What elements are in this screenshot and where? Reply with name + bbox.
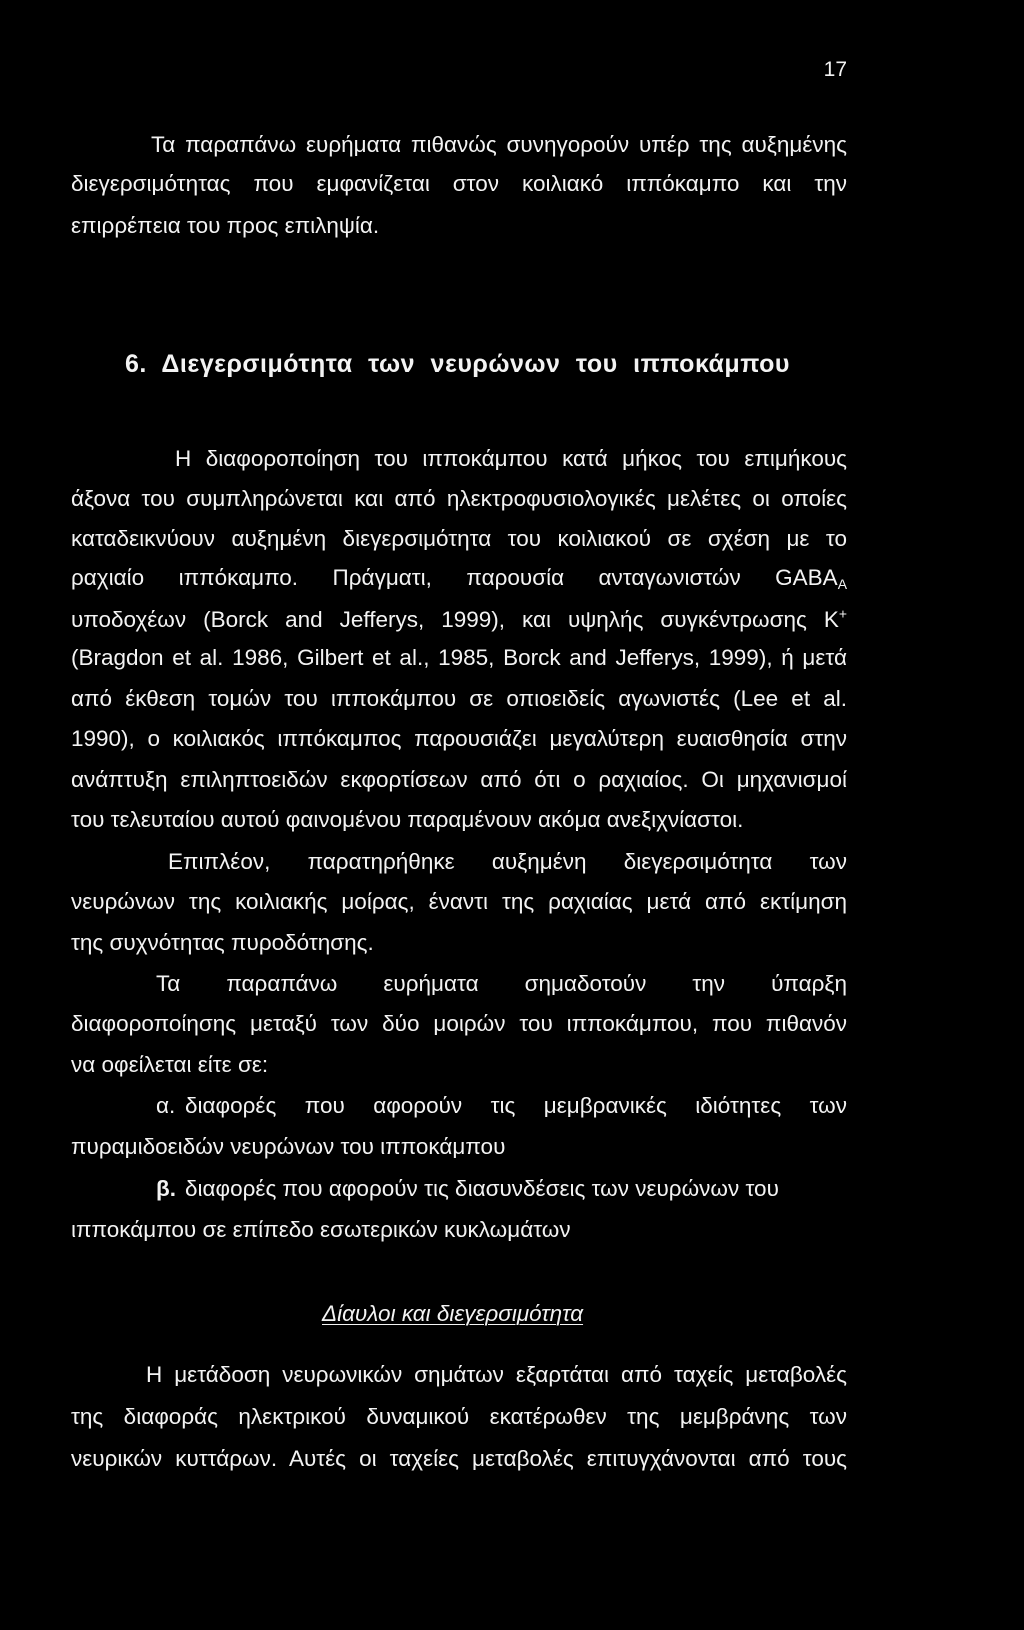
paragraph-line: 1990), ο κοιλιακός ιππόκαμπος παρουσιάζει μεγαλύτερη ευαισθησία στην: [71, 726, 847, 751]
paragraph-line: πυραμιδοειδών νευρώνων του ιπποκάμπου: [71, 1134, 506, 1159]
subsection-heading: Δίαυλοι και διεγερσιμότητα: [322, 1301, 584, 1326]
paragraph-line: ιπποκάμπου σε επίπεδο εσωτερικών κυκλωμάτων: [71, 1217, 571, 1242]
paragraph-line: διαφορές που αφορούν τις διασυνδέσεις των νευρώνων του: [185, 1176, 779, 1201]
paragraph-line: [71, 606, 847, 634]
section-heading: 6. Διεγερσιμότητα των νευρώνων του ιπποκάμπου: [125, 350, 790, 378]
list-marker: α.: [156, 1093, 176, 1118]
paragraph-line: Τα παραπάνω ευρήματα σημαδοτούν την ύπαρξη: [156, 971, 847, 996]
paragraph-line: άξονα του συμπληρώνεται και από ηλεκτροφυσιολογικές μελέτες οι οποίες: [71, 486, 847, 511]
subscript: A: [837, 575, 847, 592]
line-text: ραχιαίο ιππόκαμπο. Πράγματι, παρουσία ανταγωνιστών GABA: [71, 565, 838, 590]
paragraph-line: ανάπτυξη επιληπτοειδών εκφορτίσεων από ότι ο ραχιαίος. Οι μηχανισμοί: [71, 767, 847, 792]
paragraph-line: της διαφοράς ηλεκτρικού δυναμικού εκατέρωθεν της μεμβράνης των: [71, 1404, 847, 1429]
paragraph-line: Η μετάδοση νευρωνικών σημάτων εξαρτάται από ταχείς μεταβολές: [146, 1362, 847, 1387]
paragraph-line: διαφορές που αφορούν τις μεμβρανικές ιδιότητες των: [185, 1093, 847, 1118]
paragraph-line: του τελευταίου αυτού φαινομένου παραμένουν ακόμα ανεξιχνίαστοι.: [71, 807, 744, 832]
paragraph-line: (Bragdon et al. 1986, Gilbert et al., 1985, Borck and Jefferys, 1999), ή μετά: [71, 645, 847, 670]
paragraph-line: καταδεικνύουν αυξημένη διεγερσιμότητα του κοιλιακού σε σχέση με το: [71, 526, 847, 551]
paragraph-line: από έκθεση τομών του ιπποκάμπου σε οπιοειδείς αγωνιστές (Lee et al.: [71, 686, 847, 711]
paragraph-line: Η διαφοροποίηση του ιπποκάμπου κατά μήκος του επιμήκους: [175, 446, 847, 471]
paragraph-line: διαφοροποίησης μεταξύ των δύο μοιρών του ιπποκάμπου, που πιθανόν: [71, 1011, 847, 1036]
page-number: 17: [823, 58, 847, 81]
paragraph-line: διεγερσιμότητας που εμφανίζεται στον κοιλιακό ιππόκαμπο και την: [71, 171, 847, 196]
paragraph-line: [71, 564, 847, 592]
paragraph-line: Επιπλέον, παρατηρήθηκε αυξημένη διεγερσιμότητα των: [168, 849, 847, 874]
superscript: +: [838, 605, 847, 622]
paragraph-line: να οφείλεται είτε σε:: [71, 1052, 269, 1077]
paragraph-line: νευρικών κυττάρων. Αυτές οι ταχείες μεταβολές επιτυγχάνονται από τους: [71, 1446, 847, 1471]
paragraph-line: νευρώνων της κοιλιακής μοίρας, έναντι της ραχιαίας μετά από εκτίμηση: [71, 889, 847, 914]
paragraph-line: επιρρέπεια του προς επιληψία.: [71, 213, 380, 238]
paragraph-line: της συχνότητας πυροδότησης.: [71, 930, 374, 955]
line-text: υποδοχέων (Borck and Jefferys, 1999), και υψηλής συγκέντρωσης K: [71, 607, 839, 632]
list-marker: β.: [156, 1176, 176, 1201]
paragraph-line: Τα παραπάνω ευρήματα πιθανώς συνηγορούν υπέρ της αυξημένης: [151, 132, 847, 157]
